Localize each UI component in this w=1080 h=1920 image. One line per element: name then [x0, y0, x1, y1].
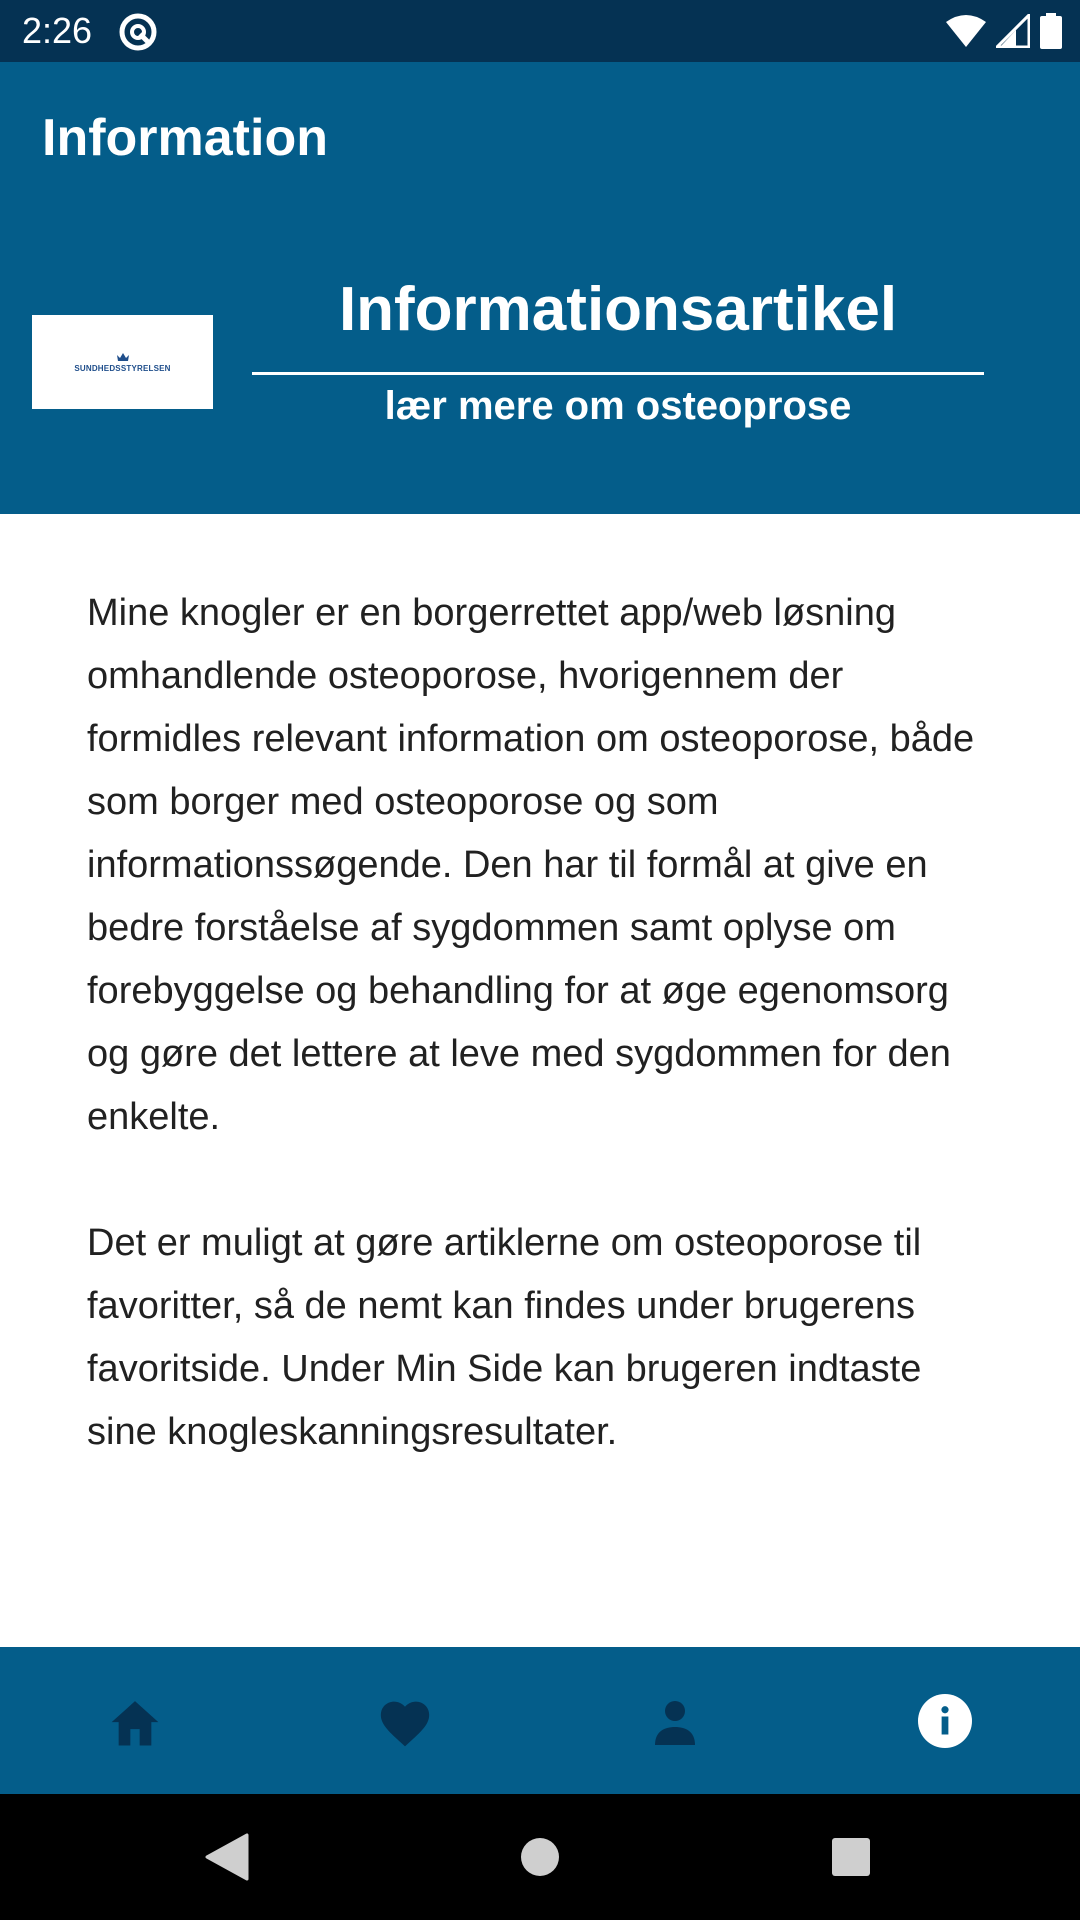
- logo-text: SUNDHEDSSTYRELSEN: [74, 364, 171, 373]
- nav-profile[interactable]: [540, 1647, 810, 1794]
- info-icon: [918, 1694, 972, 1748]
- nav-favorites[interactable]: [270, 1647, 540, 1794]
- status-time: 2:26: [22, 10, 93, 51]
- home-icon: [107, 1696, 163, 1746]
- recents-square-icon: [831, 1837, 871, 1877]
- article-content: [87, 582, 997, 1527]
- system-navigation-bar: [0, 1794, 1080, 1920]
- article-subtitle: lær mere om osteoprose: [384, 384, 852, 428]
- signal-icon: [996, 14, 1030, 48]
- sundhedsstyrelsen-logo: [32, 315, 213, 409]
- back-triangle-icon: [205, 1833, 249, 1881]
- wifi-icon: [946, 14, 986, 48]
- system-home-button[interactable]: [480, 1794, 600, 1920]
- system-recents-button[interactable]: [791, 1794, 911, 1920]
- system-back-button[interactable]: [167, 1794, 287, 1920]
- status-bar: [0, 0, 1080, 62]
- battery-icon: [1040, 13, 1062, 49]
- bottom-navigation: [0, 1647, 1080, 1794]
- app-bar-title: Information: [42, 109, 328, 167]
- home-circle-icon: [519, 1836, 561, 1878]
- person-icon: [651, 1697, 699, 1745]
- heart-icon: [376, 1694, 434, 1748]
- nav-home[interactable]: [0, 1647, 270, 1794]
- article-paragraph-2: Det er muligt at gøre artiklerne om osteoporose til favoritter, så de nemt kan findes under brugerens favoritside. Under Min Side kan brugeren indtaste sine knogleskanningsresultater.: [87, 1222, 922, 1453]
- nav-information[interactable]: [810, 1647, 1080, 1794]
- title-divider: [252, 372, 984, 375]
- notification-app-icon: [118, 12, 158, 52]
- crown-icon: [116, 351, 130, 362]
- status-icons: [946, 10, 1062, 52]
- article-title: Informationsartikel: [338, 275, 898, 344]
- header: [0, 62, 1080, 514]
- article-paragraph-1: Mine knogler er en borgerrettet app/web løsning omhandlende osteoporose, hvorigennem der formidles relevant information om osteoporose, både som borger med osteoporose og som informationssøgende. Den har til formål at give en bedre forståelse af sygdommen samt oplyse om forebyggelse og behandling for at øge egenomsorg og gøre det lettere at leve med sygdommen for den enkelte.: [87, 592, 975, 1138]
